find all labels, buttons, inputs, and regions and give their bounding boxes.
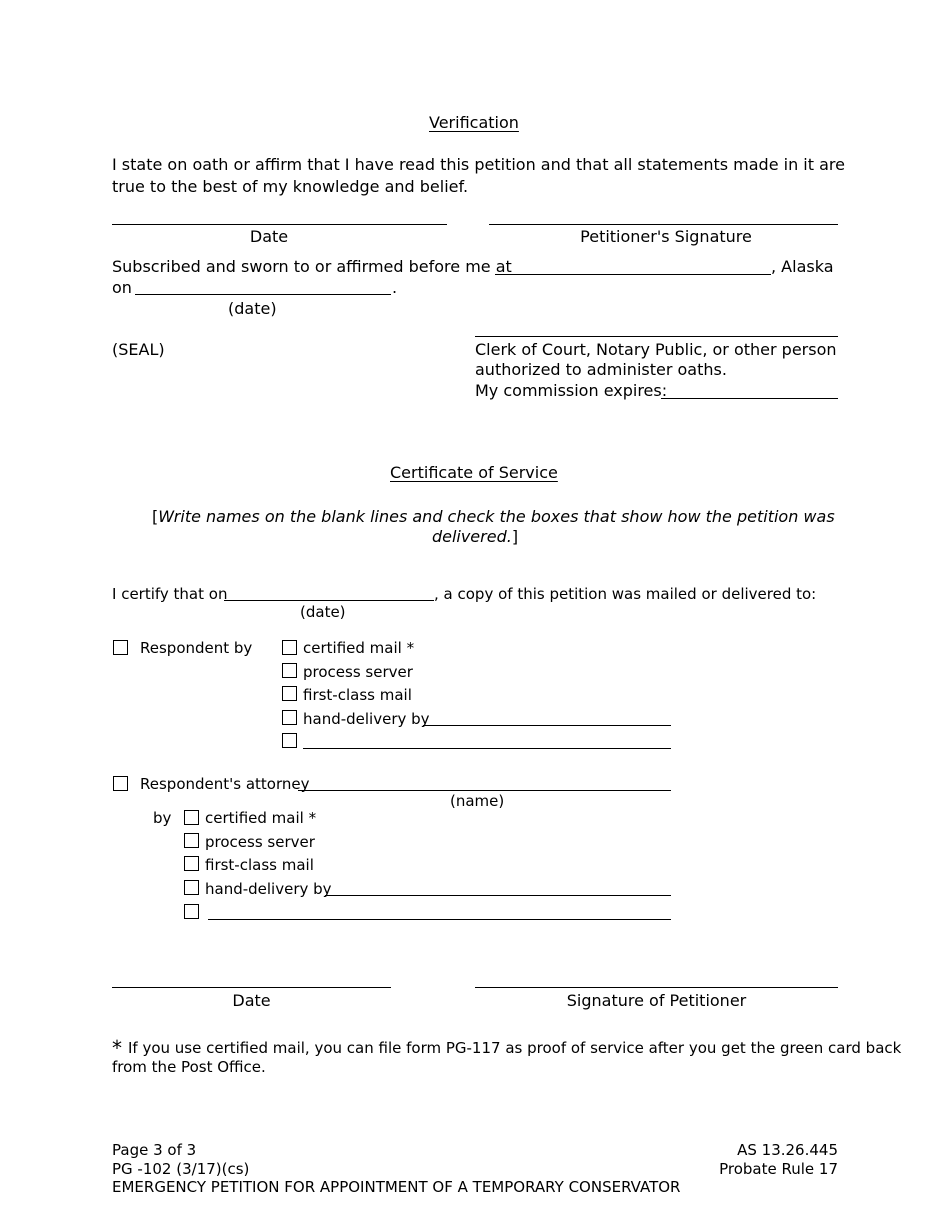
footer-page-number: Page 3 of 3 [112, 1141, 197, 1159]
footer-form-number: PG -102 (3/17)(cs) [112, 1160, 250, 1178]
verification-date-label: Date [249, 227, 289, 246]
respondent-process-server-label: process server [303, 663, 413, 681]
verification-statement-line1: I state on oath or affirm that I have read this petition and that all statements made in it are [112, 155, 845, 174]
respondent-other-line[interactable] [303, 748, 671, 749]
alaska-text: , Alaska [771, 257, 834, 276]
location-line[interactable] [495, 274, 771, 275]
attorney-certified-mail-label: certified mail * [205, 809, 317, 827]
attorney-hand-delivery-label: hand-delivery by [205, 880, 332, 898]
attorney-other-checkbox[interactable] [184, 904, 199, 919]
attorney-process-server-checkbox[interactable] [184, 833, 199, 848]
bracket-open: [ [152, 507, 159, 526]
attorney-label: Respondent's attorney [140, 775, 310, 793]
sworn-date-hint: (date) [228, 299, 277, 318]
petitioner-signature-label: Petitioner's Signature [580, 227, 752, 246]
attorney-hand-delivery-checkbox[interactable] [184, 880, 199, 895]
certificate-date-line[interactable] [112, 987, 391, 988]
attorney-by-label: by [153, 809, 172, 827]
commission-label: My commission expires: [475, 381, 668, 400]
respondent-process-server-checkbox[interactable] [282, 663, 297, 678]
attorney-first-class-checkbox[interactable] [184, 856, 199, 871]
respondent-first-class-label: first-class mail [303, 686, 412, 704]
certificate-heading: Certificate of Service [390, 463, 558, 482]
instruction-line1 [152, 507, 835, 526]
respondent-hand-delivery-line[interactable] [423, 725, 671, 726]
signature-of-petitioner-label: Signature of Petitioner [566, 991, 747, 1010]
attorney-first-class-label: first-class mail [205, 856, 314, 874]
service-date-line[interactable] [224, 600, 434, 601]
commission-expires-line[interactable] [661, 398, 838, 399]
clerk-label-line1: Clerk of Court, Notary Public, or other person [475, 340, 837, 359]
petitioner-signature-line-2[interactable] [475, 987, 838, 988]
bracket-close: ] [511, 527, 519, 546]
verification-statement-line2: true to the best of my knowledge and belief. [112, 177, 469, 196]
subscribed-text: Subscribed and sworn to or affirmed before me at [112, 257, 512, 276]
sworn-date-line[interactable] [135, 294, 391, 295]
clerk-label-line2: authorized to administer oaths. [475, 360, 727, 379]
footer-statute: AS 13.26.445 [737, 1141, 838, 1159]
respondent-hand-delivery-label: hand-delivery by [303, 710, 430, 728]
attorney-name-hint: (name) [450, 792, 505, 810]
clerk-signature-line[interactable] [475, 336, 838, 337]
service-date-hint: (date) [300, 603, 346, 621]
footer-rule: Probate Rule 17 [719, 1160, 838, 1178]
footnote-star: * [112, 1036, 122, 1060]
attorney-certified-mail-checkbox[interactable] [184, 810, 199, 825]
footnote-text-line1: If you use certified mail, you can file form PG-117 as proof of service after you get the green card back [128, 1039, 902, 1057]
respondent-other-checkbox[interactable] [282, 733, 297, 748]
respondent-hand-delivery-checkbox[interactable] [282, 710, 297, 725]
verification-heading: Verification [429, 113, 519, 132]
period: . [392, 278, 398, 297]
seal-label: (SEAL) [112, 340, 165, 359]
attorney-name-line[interactable] [298, 790, 671, 791]
footer-form-title: EMERGENCY PETITION FOR APPOINTMENT OF A TEMPORARY CONSERVATOR [112, 1178, 681, 1196]
attorney-process-server-label: process server [205, 833, 315, 851]
instruction-text-line1: Write names on the blank lines and check the boxes that show how the petition was [158, 507, 835, 526]
verification-date-line[interactable] [112, 224, 447, 225]
attorney-checkbox[interactable] [113, 776, 128, 791]
copy-text: , a copy of this petition was mailed or delivered to: [434, 585, 817, 603]
instruction-text-line2: delivered. [431, 527, 512, 546]
respondent-certified-mail-checkbox[interactable] [282, 640, 297, 655]
attorney-other-line[interactable] [208, 919, 671, 920]
respondent-certified-mail-label: certified mail * [303, 639, 415, 657]
on-text: on [112, 278, 132, 297]
certificate-date-label: Date [232, 991, 271, 1010]
respondent-checkbox[interactable] [113, 640, 128, 655]
respondent-label: Respondent by [140, 639, 253, 657]
certify-text: I certify that on [112, 585, 228, 603]
respondent-first-class-checkbox[interactable] [282, 686, 297, 701]
footnote-text-line2: from the Post Office. [112, 1058, 266, 1076]
petitioner-signature-line[interactable] [489, 224, 838, 225]
instruction-line2 [152, 527, 798, 546]
attorney-hand-delivery-line[interactable] [325, 895, 671, 896]
